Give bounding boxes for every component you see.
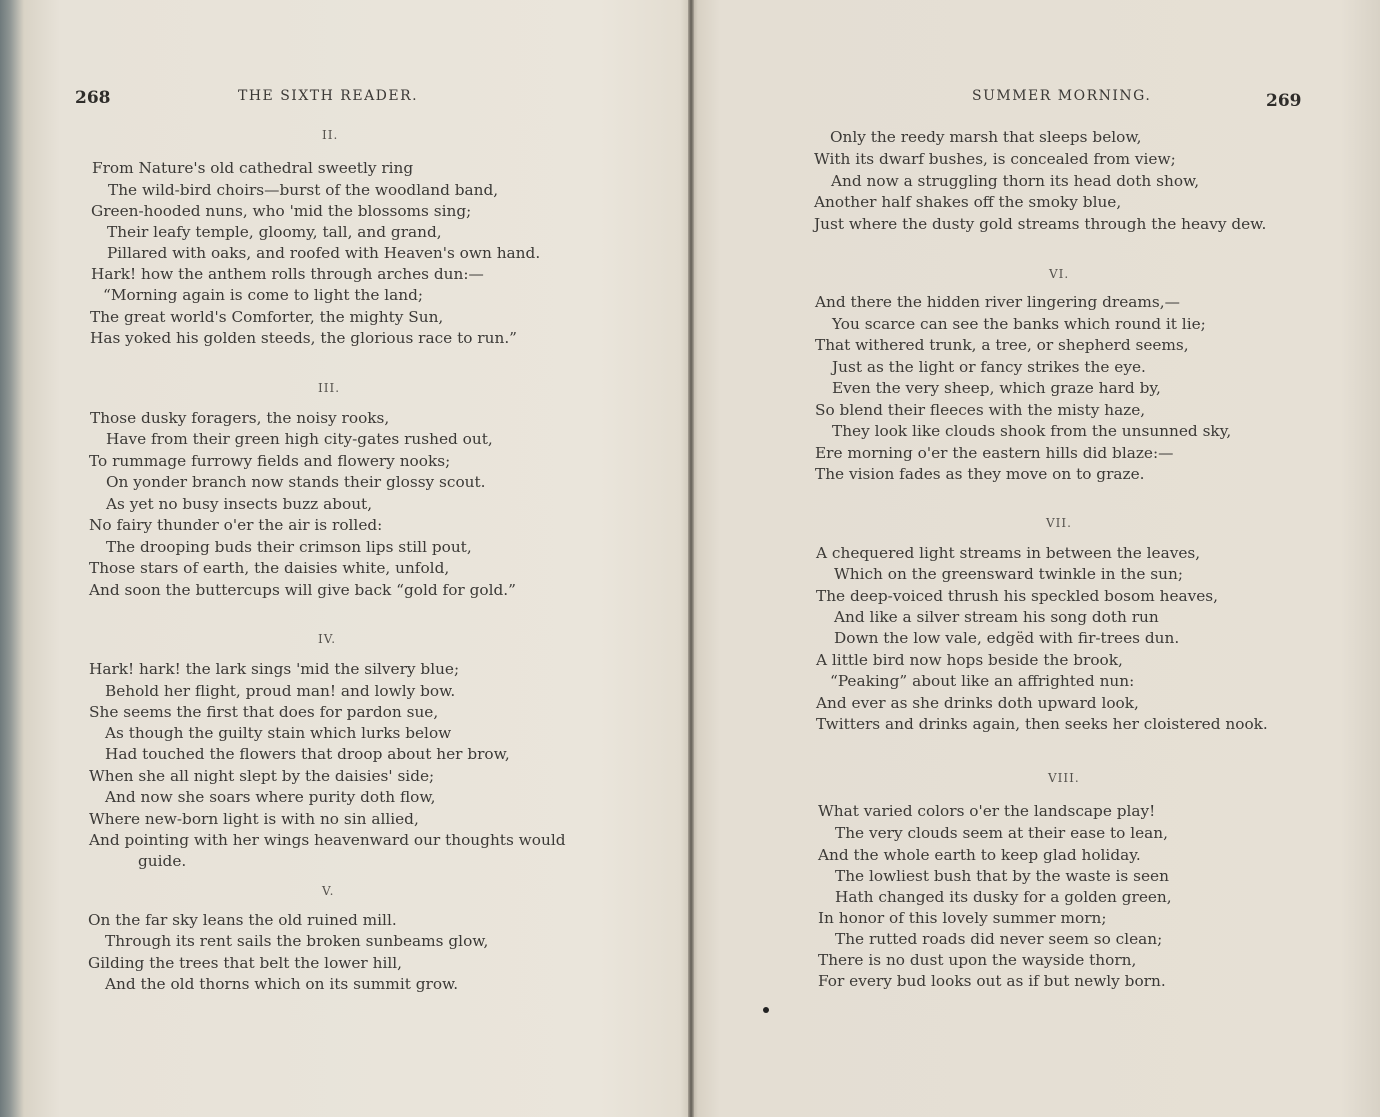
poem-line: On yonder branch now stands their glossy scout. <box>106 473 486 491</box>
poem-line: Pillared with oaks, and roofed with Heaven's own hand. <box>107 244 541 262</box>
poem-line: The rutted roads did never seem so clean; <box>835 930 1163 948</box>
poem-line: As yet no busy insects buzz about, <box>106 495 373 513</box>
poem-line: Only the reedy marsh that sleeps below, <box>830 128 1142 146</box>
poem-line: guide. <box>138 852 187 870</box>
poem-line: And ever as she drinks doth upward look, <box>816 694 1139 712</box>
poem-line: As though the guilty stain which lurks below <box>105 724 452 742</box>
poem-line: Their leafy temple, gloomy, tall, and grand, <box>107 223 442 241</box>
poem-line: Green-hooded nuns, who 'mid the blossoms sing; <box>91 202 472 220</box>
poem-line: No fairy thunder o'er the air is rolled: <box>89 516 383 534</box>
poem-line: Just as the light or fancy strikes the eye. <box>832 358 1146 376</box>
poem-line: Twitters and drinks again, then seeks her cloistered nook. <box>816 715 1268 733</box>
poem-line: And now she soars where purity doth flow, <box>105 788 436 806</box>
stanza-number: II. <box>322 128 339 142</box>
stanza-number: VIII. <box>1048 771 1080 785</box>
poem-line: What varied colors o'er the landscape play! <box>818 802 1156 820</box>
poem-line: The deep-voiced thrush his speckled bosom heaves, <box>816 587 1219 605</box>
poem-line: Which on the greensward twinkle in the sun; <box>834 565 1183 583</box>
poem-line: And like a silver stream his song doth run <box>834 608 1159 626</box>
poem-line: Another half shakes off the smoky blue, <box>814 193 1122 211</box>
poem-line: The great world's Comforter, the mighty Sun, <box>90 308 444 326</box>
running-head: SUMMER MORNING. <box>972 88 1152 104</box>
poem-line: For every bud looks out as if but newly born. <box>818 972 1166 990</box>
left-page <box>0 0 688 1117</box>
poem-line: Even the very sheep, which graze hard by, <box>832 379 1161 397</box>
poem-line: And there the hidden river lingering dreams,— <box>815 293 1180 311</box>
stanza-number: III. <box>318 381 341 395</box>
stanza-number: VI. <box>1049 267 1070 281</box>
page-number: 269 <box>1266 91 1302 111</box>
poem-line: Hark! hark! the lark sings 'mid the silvery blue; <box>89 660 460 678</box>
poem-line: And the old thorns which on its summit grow. <box>105 975 459 993</box>
stanza-number: IV. <box>318 632 337 646</box>
poem-line: The lowliest bush that by the waste is seen <box>835 867 1169 885</box>
poem-line: To rummage furrowy fields and flowery nooks; <box>89 452 451 470</box>
poem-line: Behold her flight, proud man! and lowly bow. <box>105 682 456 700</box>
poem-line: Ere morning o'er the eastern hills did blaze:— <box>815 444 1174 462</box>
poem-line: Have from their green high city-gates rushed out, <box>106 430 493 448</box>
poem-line: And pointing with her wings heavenward our thoughts would <box>89 831 566 849</box>
poem-line: In honor of this lovely summer morn; <box>818 909 1107 927</box>
poem-line: The wild-bird choirs—burst of the woodland band, <box>108 181 499 199</box>
poem-line: So blend their fleeces with the misty haze, <box>815 401 1146 419</box>
poem-line: The vision fades as they move on to graze. <box>815 465 1145 483</box>
poem-line: “Morning again is come to light the land; <box>103 286 424 304</box>
poem-line: And soon the buttercups will give back “gold for gold.” <box>89 581 516 599</box>
poem-line: Those stars of earth, the daisies white, unfold, <box>89 559 450 577</box>
stanza-number: VII. <box>1046 516 1072 530</box>
poem-line: The very clouds seem at their ease to lean, <box>835 824 1169 842</box>
poem-line: “Peaking” about like an affrighted nun: <box>830 672 1135 690</box>
poem-line: From Nature's old cathedral sweetly ring <box>92 159 414 177</box>
poem-line: Hath changed its dusky for a golden green, <box>835 888 1172 906</box>
poem-line: Gilding the trees that belt the lower hill, <box>88 954 402 972</box>
poem-line: Has yoked his golden steeds, the glorious race to run.” <box>90 329 517 347</box>
poem-line: When she all night slept by the daisies' side; <box>89 767 435 785</box>
stanza-number: V. <box>322 884 335 898</box>
poem-line: Had touched the flowers that droop about her brow, <box>105 745 510 763</box>
poem-line: She seems the first that does for pardon sue, <box>89 703 439 721</box>
poem-line: And now a struggling thorn its head doth show, <box>831 172 1200 190</box>
poem-line: With its dwarf bushes, is concealed from view; <box>814 150 1176 168</box>
poem-line: There is no dust upon the wayside thorn, <box>818 951 1137 969</box>
poem-line: Where new-born light is with no sin allied, <box>89 810 419 828</box>
poem-line: You scarce can see the banks which round it lie; <box>832 315 1206 333</box>
poem-line: The drooping buds their crimson lips still pout, <box>106 538 472 556</box>
poem-line: Those dusky foragers, the noisy rooks, <box>90 409 390 427</box>
right-page <box>694 0 1380 1117</box>
page-number: 268 <box>75 88 111 108</box>
poem-line: Just where the dusty gold streams through the heavy dew. <box>814 215 1267 233</box>
poem-line: They look like clouds shook from the unsunned sky, <box>832 422 1232 440</box>
poem-line: Through its rent sails the broken sunbeams glow, <box>105 932 489 950</box>
poem-line: A chequered light streams in between the leaves, <box>816 544 1201 562</box>
poem-line: That withered trunk, a tree, or shepherd seems, <box>815 336 1189 354</box>
poem-line: Hark! how the anthem rolls through arches dun:— <box>91 265 484 283</box>
running-head: THE SIXTH READER. <box>238 88 419 104</box>
poem-line: Down the low vale, edgëd with fir-trees dun. <box>834 629 1180 647</box>
poem-line: A little bird now hops beside the brook, <box>816 651 1123 669</box>
poem-line: On the far sky leans the old ruined mill. <box>88 911 397 929</box>
poem-line: And the whole earth to keep glad holiday. <box>818 846 1141 864</box>
ink-speck <box>763 1007 769 1013</box>
